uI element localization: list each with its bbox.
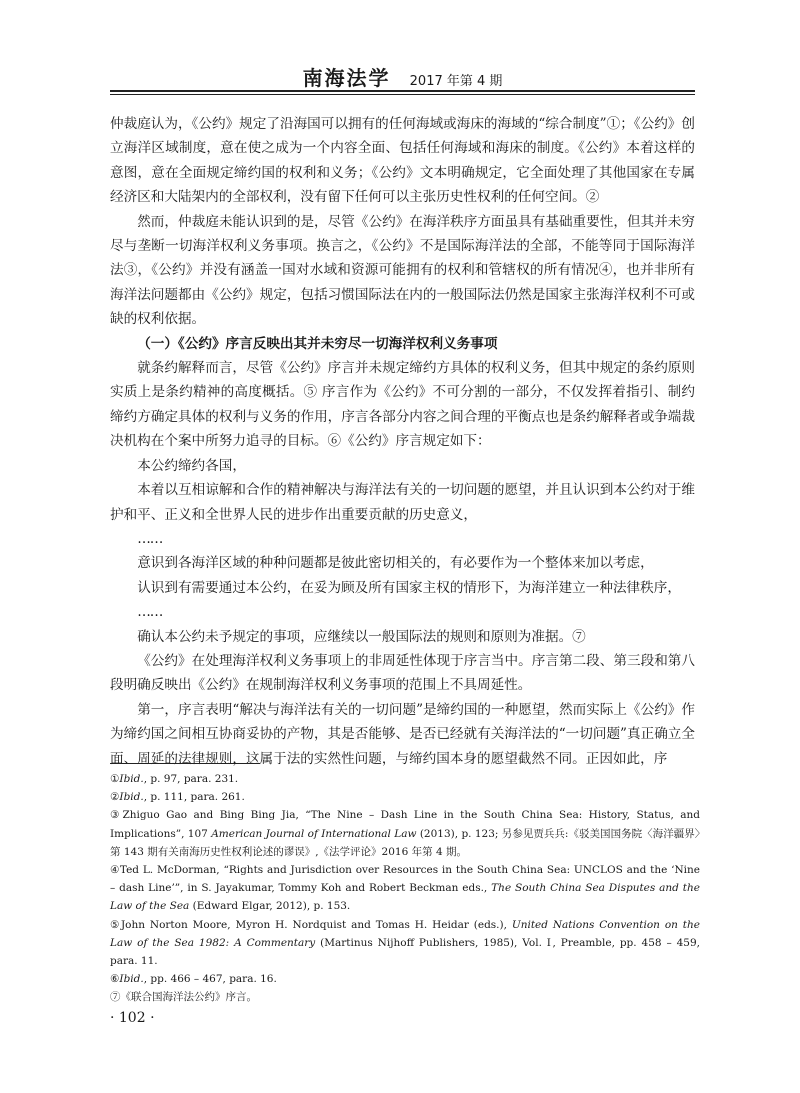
paragraph-3: 就条约解释而言，尽管《公约》序言并未规定缔约方具体的权利义务，但其中规定的条约原则实质上是条约精神的高度概括。⑤ 序言作为《公约》不可分割的一部分，不仅发挥着指引、制约缔约方确定具体的权利与义务的作用，序言各部分内容之间合理的平衡点也是条约解释者或争端裁决机构在个案中所努力追寻的目标。⑥《公约》序言规定如下： [110,360,695,450]
issue-label: 2017 年第 4 期 [409,74,503,89]
journal-logo: 南海法学 [302,66,391,90]
footnote-7: ⑦《联合国海洋法公约》序言。 [110,991,257,1004]
footnote-4: ④Ted L. McDorman, “Rights and Jurisdiction over Resources in the South China Sea: UNCLOS and the ‘Nine – dash Line’”, in S. Jayakumar, Tommy Koh and Robert Beckman eds., The South China Sea Disputes and the Law of the Sea (Edward Elgar, 2012), p. 153. [110,864,700,913]
footnote-rule [110,763,260,764]
footnote-6: ⑥Ibid., pp. 466 – 467, para. 16. [110,973,277,986]
quote-line-2: 本着以互相谅解和合作的精神解决与海洋法有关的一切问题的愿望，并且认识到本公约对于维护和平、正义和全世界人民的进步作出重要贡献的历史意义， [110,482,695,523]
section-heading: （一）《公约》序言反映出其并未穷尽一切海洋权利义务事项 [137,335,498,352]
ellipsis-2: …… [137,604,163,621]
page-number: · 102 · [110,1010,155,1026]
quote-line-3: 意识到各海洋区域的种种问题都是彼此密切相关的，有必要作为一个整体来加以考虑， [137,555,654,572]
paragraph-4: 《公约》在处理海洋权利义务事项上的非周延性体现于序言当中。序言第二段、第三段和第八段明确反映出《公约》在规制海洋权利义务事项的范围上不具周延性。 [110,652,695,694]
header-rule-thick [110,90,695,92]
running-header [110,62,695,91]
quote-line-4: 认识到有需要通过本公约，在妥为顾及所有国家主权的情形下，为海洋建立一种法律秩序， [137,579,681,596]
footnote-1: ①Ibid., p. 97, para. 231. [110,773,239,785]
ellipsis-1: …… [137,530,163,547]
paragraph-5: 第一，序言表明“解决与海洋法有关的一切问题”是缔约国的一种愿望，然而实际上《公约》作为缔约国之间相互协商妥协的产物，其是否能够、是否已经就有关海洋法的“一切问题”真正确立全面、周延的法律规则，这属于法的实然性问题，与缔约国本身的愿望截然不同。正因如此，序 [110,701,695,767]
paragraph-2: 然而，仲裁庭未能认识到的是，尽管《公约》在海洋秩序方面虽具有基础重要性，但其并未穷尽与垄断一切海洋权利义务事项。换言之，《公约》不是国际海洋法的全部，不能等同于国际海洋法③，《公约》并没有涵盖一国对水域和资源可能拥有的权利和管辖权的所有情况④，也并非所有海洋法问题都由《公约》规定，包括习惯国际法在内的一般国际法仍然是国家主张海洋权利不可或缺的权利依据。 [110,213,695,328]
paragraph-1: 仲裁庭认为，《公约》规定了沿海国可以拥有的任何海域或海床的海域的“综合制度”①；《公约》创立海洋区域制度，意在使之成为一个内容全面、包括任何海域和海床的制度。《公约》本着这样的意图，意在全面规定缔约国的权利和义务；《公约》文本明确规定，它全面处理了其他国家在专属经济区和大陆架内的全部权利，没有留下任何可以主张历史性权利的任何空间。② [110,116,695,206]
quote-line-1: 本公约缔约各国， [137,457,246,474]
footnote-2: ②Ibid., p. 111, para. 261. [110,791,245,804]
footnotes [110,770,700,1007]
header-rule-thin [110,94,695,95]
footnote-3: ③Zhiguo Gao and Bing Bing Jia, “The Nine – Dash Line in the South China Sea: History, Status, and Implications”, 107 American Journal of International Law (2013), p. 123; 另参见贾兵兵:《驳美国国务院〈海洋疆界〉第 143 期有关南海历史性权利论述的谬误》,《法学评论》2016 年第 4 期。 [110,809,701,858]
main-text [110,112,695,771]
footnote-5: ⑤John Norton Moore, Myron H. Nordquist and Tomas H. Heidar (eds.), United Nations Convention on the Law of the Sea 1982: A Commentary (Martinus Nijhoff Publishers, 1985), Vol. Ⅰ, Preamble, pp. 458 – 459, para. 11. [110,918,700,968]
quote-line-5: 确认本公约未予规定的事项，应继续以一般国际法的规则和原则为准据。⑦ [137,628,586,645]
